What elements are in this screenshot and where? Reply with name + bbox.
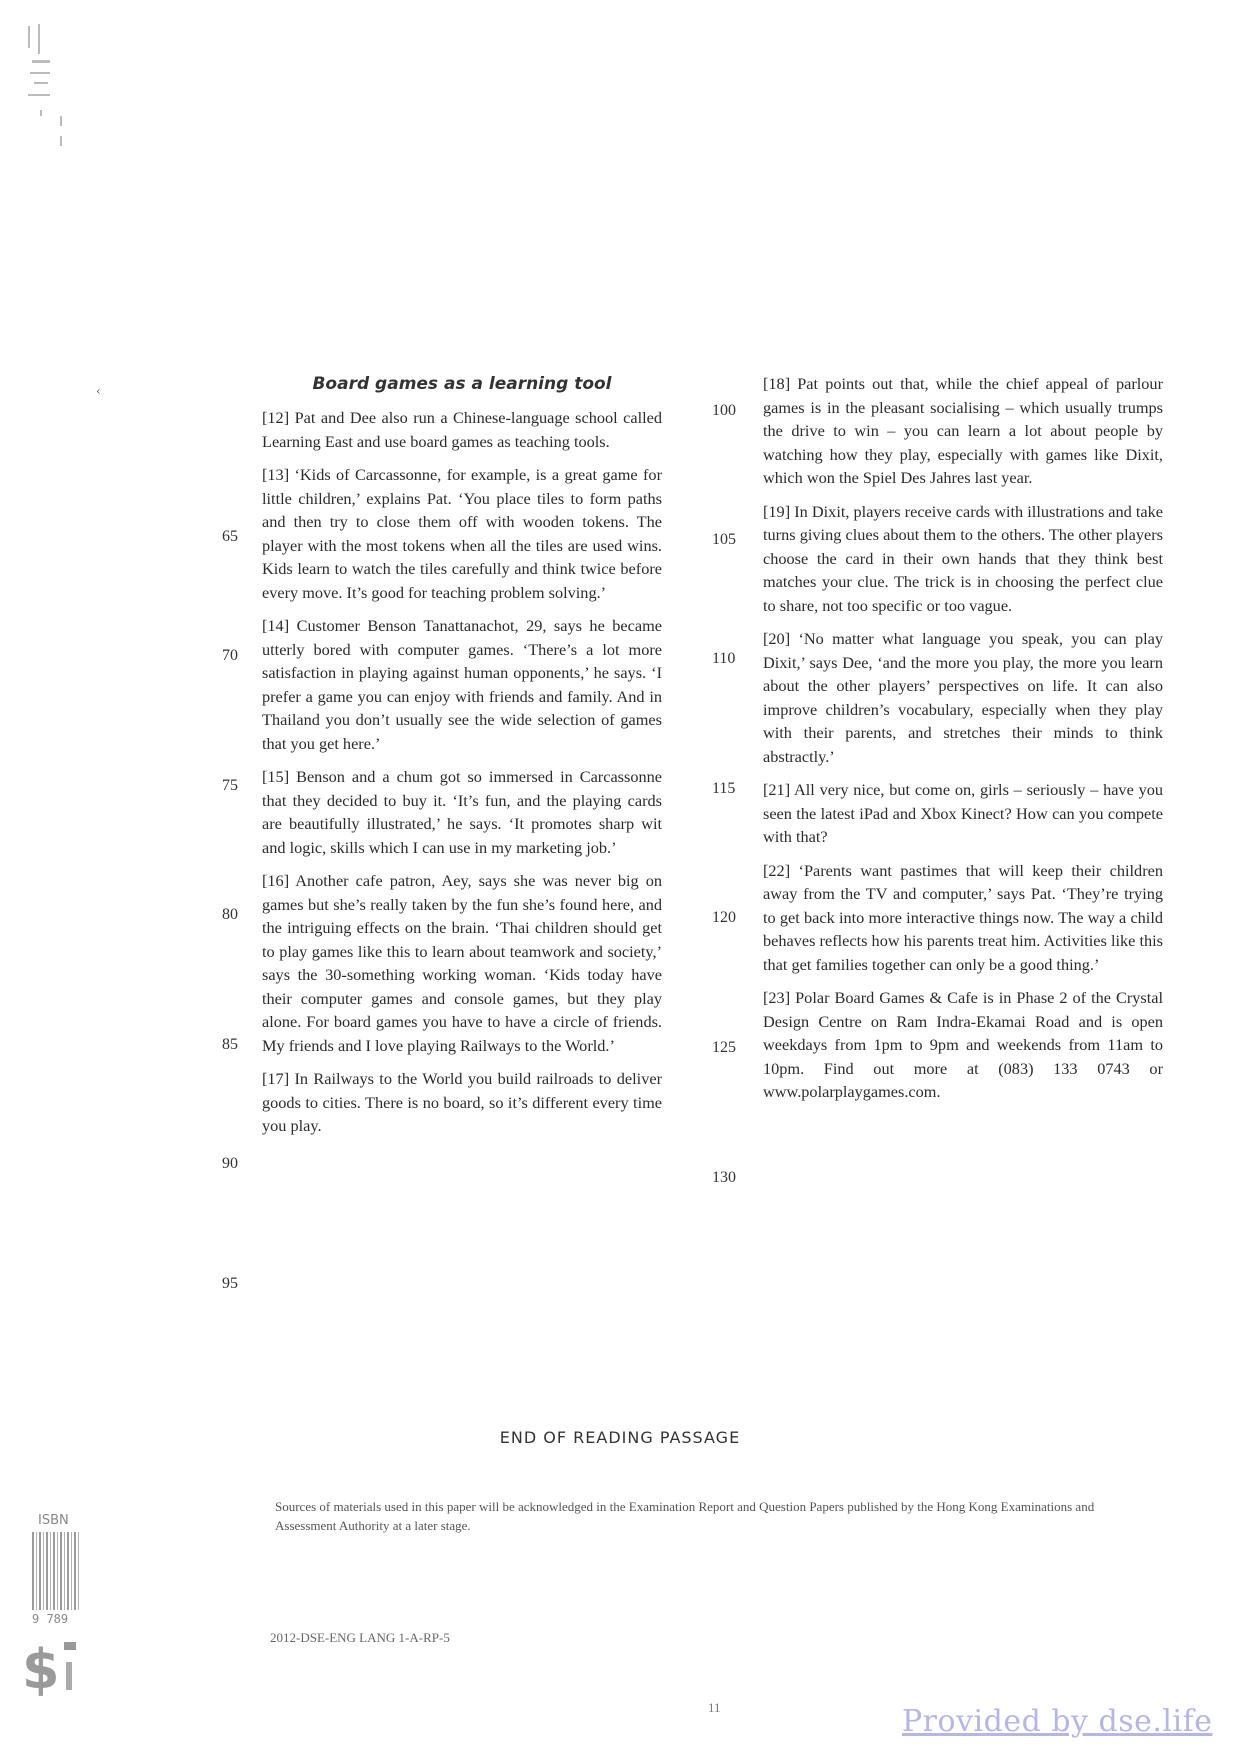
scan-artifact bbox=[10, 20, 70, 150]
line-number: 115 bbox=[712, 780, 736, 797]
page-number: 11 bbox=[708, 1700, 721, 1715]
paragraph-13: [13] ‘Kids of Carcassonne, for example, is a great game for little children,’ explains Pat. ‘You place tiles to form paths and then try to close them off with wooden tokens. The player with the most tokens when all the tiles are used wins. Kids learn to watch the tiles carefully and think twice before every move. It’s good for teaching problem solving.’ bbox=[262, 465, 662, 602]
isbn-label: ISBN bbox=[38, 1513, 69, 1528]
line-number: 65 bbox=[222, 528, 238, 545]
line-number: 70 bbox=[222, 647, 238, 664]
line-number: 130 bbox=[712, 1169, 736, 1186]
left-column bbox=[262, 372, 662, 1148]
sources-note: Sources of materials used in this paper will be acknowledged in the Examination Report and Question Papers published by the Hong Kong Examinations and Assessment Authority at a later stage. bbox=[275, 1499, 1095, 1533]
barcode-icon bbox=[32, 1532, 80, 1610]
paragraph-19: [19] In Dixit, players receive cards with illustrations and take turns giving clues about them to the others. The other players choose the card in their own hands that they think best matches your clue. The trick is in choosing the perfect clue to share, not too specific or too vague. bbox=[763, 501, 1163, 615]
paragraph-14: [14] Customer Benson Tanattanachot, 29, says he became utterly bored with computer games. ‘There’s a lot more satisfaction in playing against human opponents,’ he says. ‘I prefer a game you can enjoy with friends and family. And in Thailand you don’t usually see the wide selection of games that you get here.’ bbox=[262, 616, 662, 753]
line-number: 125 bbox=[712, 1039, 736, 1056]
paragraph-16: [16] Another cafe patron, Aey, says she was never big on games but she’s really taken by the fun she’s found here, and the intriguing effects on the brain. ‘Thai children should get to play games like this to learn about teamwork and society,’ says the 30-something working woman. ‘Kids today have their computer games and console games, but they play alone. For board games you have to have a circle of friends. My friends and I love playing Railways to the World.’ bbox=[262, 871, 662, 1055]
margin-mark: ‹ bbox=[96, 384, 101, 398]
paragraph-18: [18] Pat points out that, while the chief appeal of parlour games is in the pleasant socialising – which usually trumps the drive to win – you can learn a lot about people by watching how they play, especially with games like Dixit, which won the Spiel Des Jahres last year. bbox=[763, 374, 1163, 487]
paragraph-21: [21] All very nice, but come on, girls – seriously – have you seen the latest iPad and Xbox Kinect? How can you compete with that? bbox=[763, 780, 1163, 846]
paragraph-12: [12] Pat and Dee also run a Chinese-language school called Learning East and use board games as teaching tools. bbox=[262, 408, 662, 451]
line-number: 95 bbox=[222, 1275, 238, 1292]
isbn-digits: 9 789 bbox=[32, 1612, 69, 1626]
line-number: 80 bbox=[222, 906, 238, 923]
line-number: 85 bbox=[222, 1036, 238, 1053]
line-number: 105 bbox=[712, 531, 736, 548]
paragraph-22: [22] ‘Parents want pastimes that will keep their children away from the TV and computer,’ says Pat. ‘They’re trying to get back into more interactive things now. The way a child behaves reflects how his parents treat him. Activities like this that get families together can only be a good thing.’ bbox=[763, 860, 1163, 974]
line-number: 75 bbox=[222, 777, 238, 794]
svg-text:$: $ bbox=[22, 1638, 60, 1700]
line-number: 100 bbox=[712, 402, 736, 419]
line-number: 90 bbox=[222, 1155, 238, 1172]
paragraph-15: [15] Benson and a chum got so immersed in Carcassonne that they decided to buy it. ‘It’s fun, and the playing cards are beautifully illustrated,’ he says. ‘It promotes sharp wit and logic, skills which I can use in my marketing job.’ bbox=[262, 767, 662, 857]
watermark-link[interactable]: Provided by dse.life bbox=[902, 1704, 1213, 1739]
paragraph-20: [20] ‘No matter what language you speak, you can play Dixit,’ says Dee, ‘and the more you play, the more you learn about the other players’ perspectives on life. It can also improve children’s vocabulary, especially when they play with their parents, and stretches their minds to think abstractly.’ bbox=[763, 629, 1163, 766]
end-of-passage-title: END OF READING PASSAGE bbox=[499, 1428, 741, 1447]
paragraph-17: [17] In Railways to the World you build railroads to deliver goods to cities. There is no board, so it’s different every time you play. bbox=[262, 1069, 662, 1135]
paragraph-23: [23] Polar Board Games & Cafe is in Phase 2 of the Crystal Design Centre on Ram Indra-Ekamai Road and is open weekdays from 1pm to 9pm and weekends from 11am to 10pm. Find out more at (083) 133 0743 or www.polarplaygames.com. bbox=[763, 988, 1163, 1101]
line-number: 110 bbox=[712, 650, 736, 667]
paper-code: 2012-DSE-ENG LANG 1-A-RP-5 bbox=[270, 1630, 450, 1645]
line-number: 120 bbox=[712, 909, 736, 926]
right-column bbox=[763, 372, 1163, 1114]
stamp-icon bbox=[20, 1636, 80, 1700]
section-heading: Board games as a learning tool bbox=[312, 374, 612, 394]
